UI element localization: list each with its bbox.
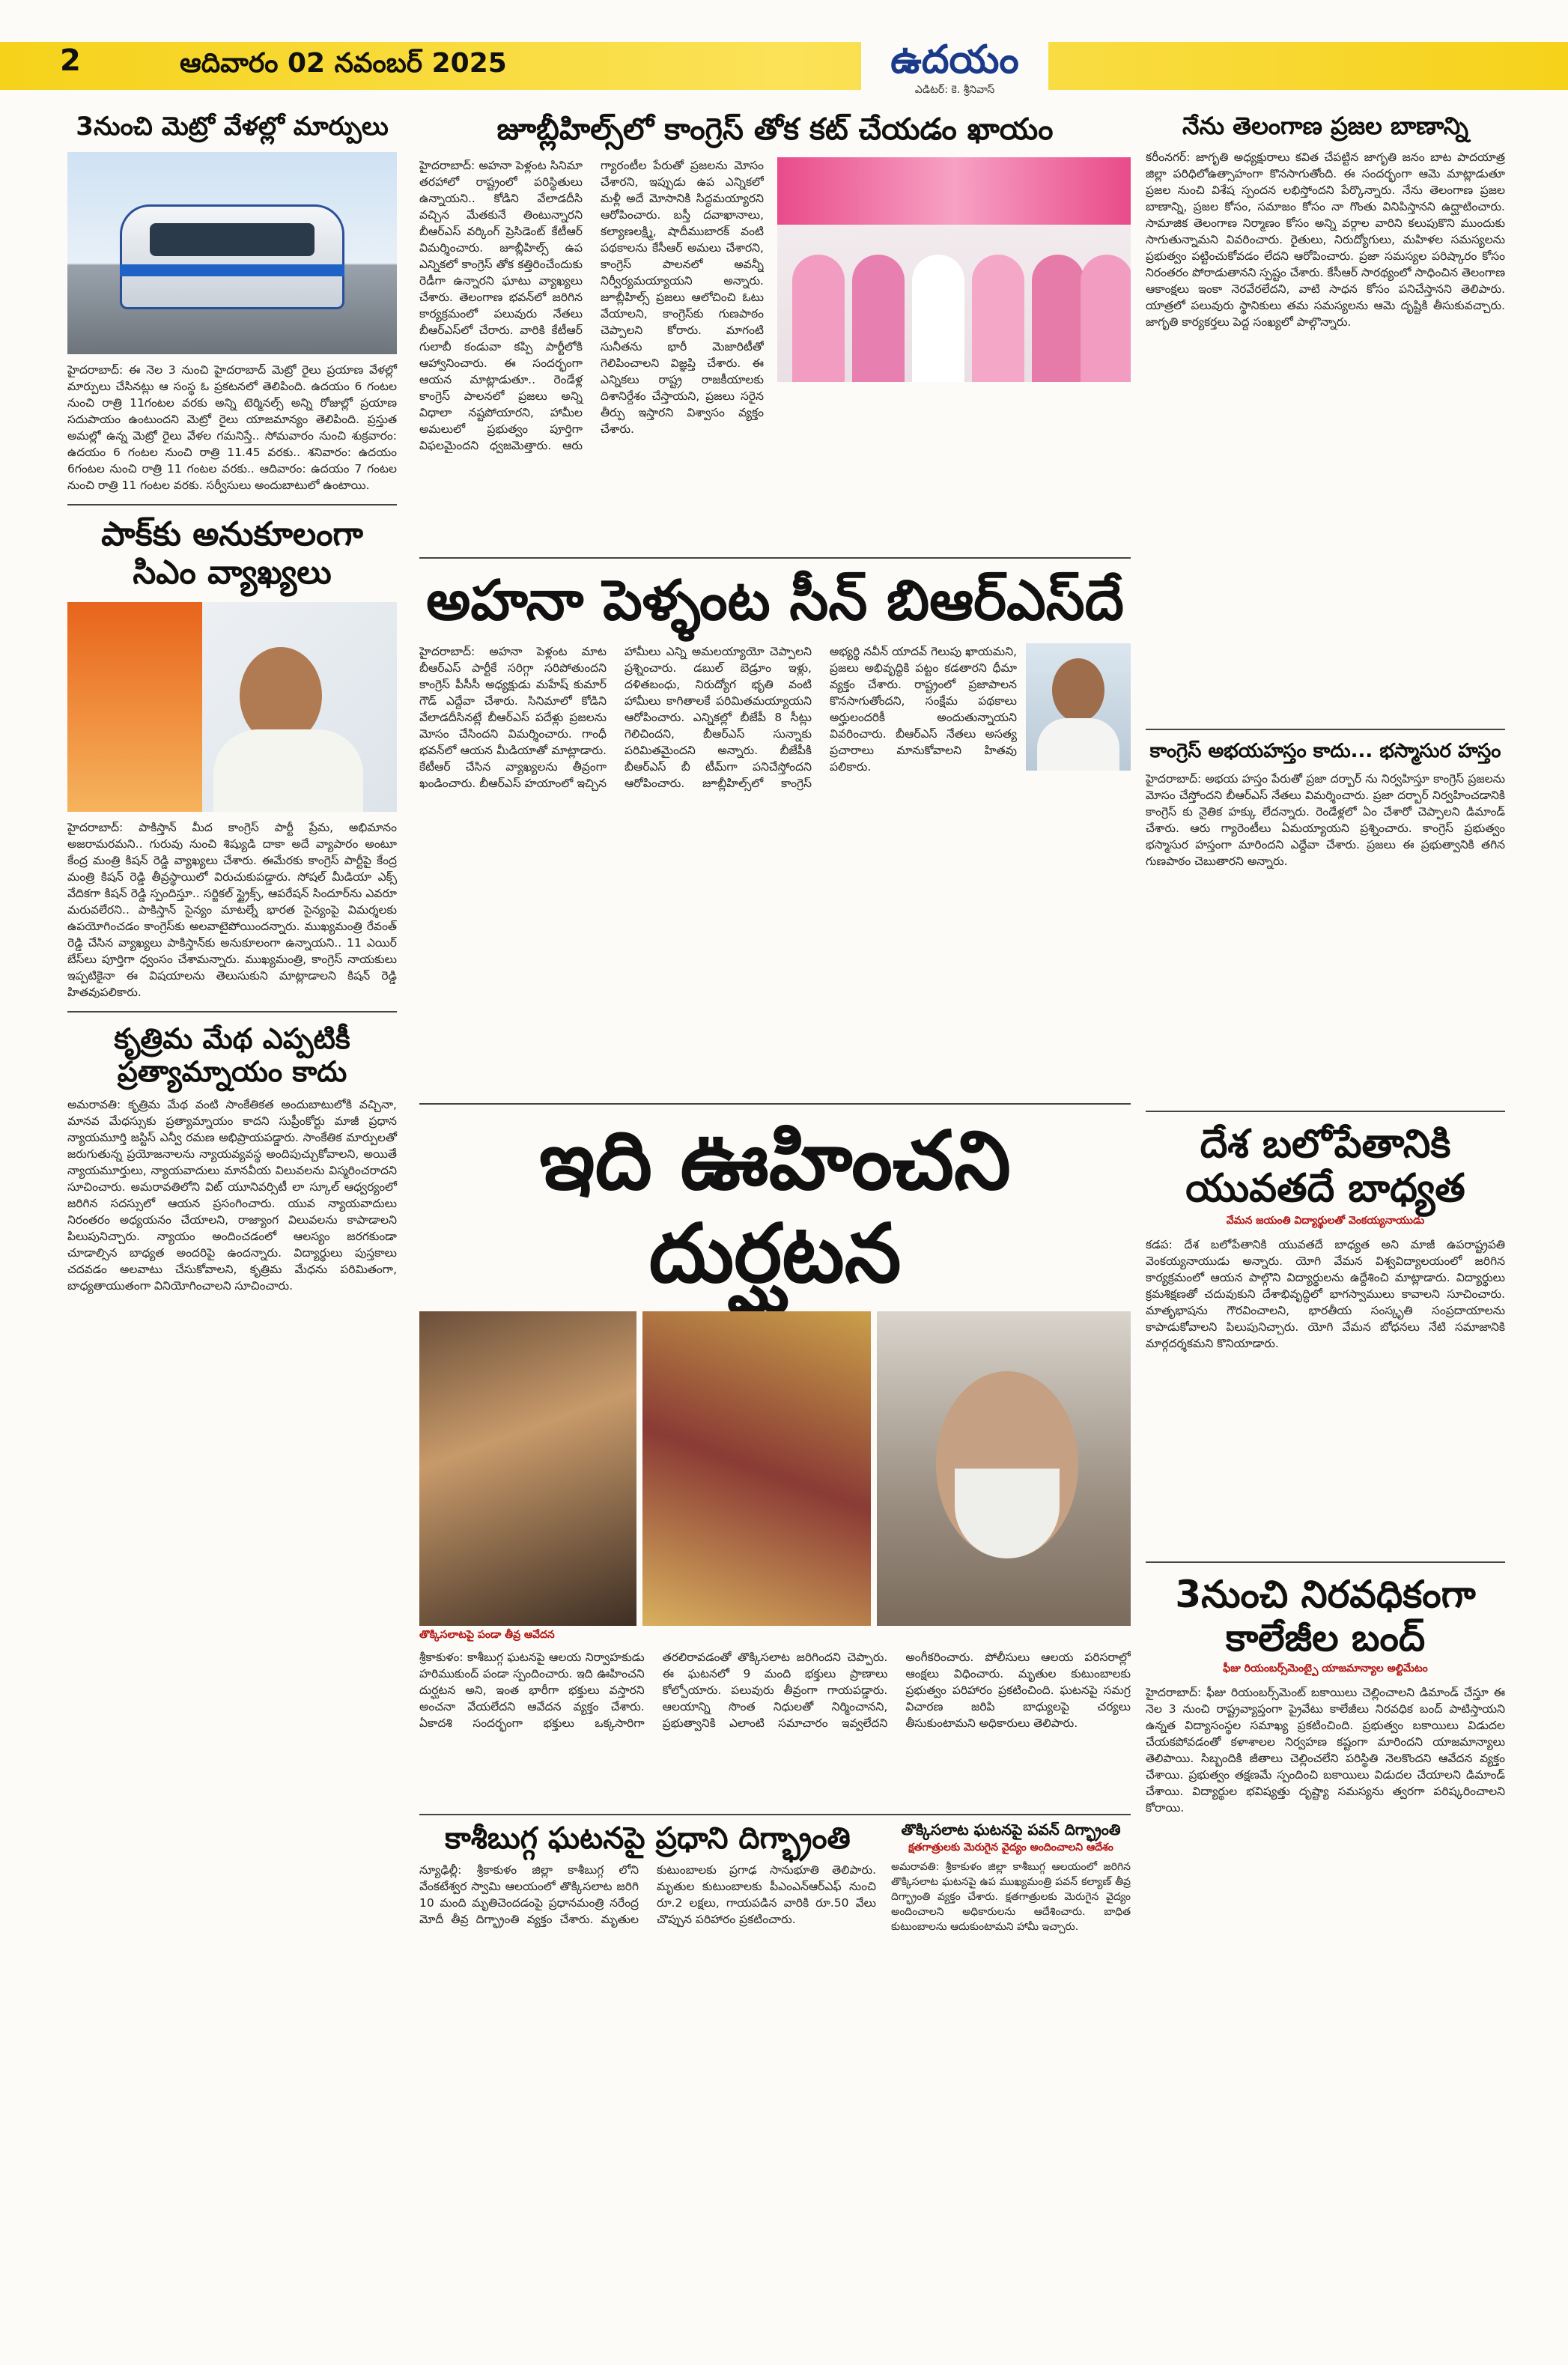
article-body: హైదరాబాద్: ఈ నెల 3 నుంచి హైదరాబాద్ మెట్రో రైలు ప్రయాణ వేళల్లో మార్పులు చేసినట్లు ఆ సంస్థ ఓ ప్రకటనలో తెలిపింది. ఉదయం 6 గంటల నుంచి రాత్రి 11గంటల వరకు అన్ని టెర్మినల్స్ అన్ని రోజుల్లో ప్రయాణ సదుపాయం ఉంటుందని మెట్రో రైలు యాజమాన్యం తెలిపింది. ప్రస్తుత అమల్లో ఉన్న మెట్రో రైలు వేళల గమనిస్తే.. సోమవారం నుంచి శుక్రవారం: ఉదయం 6 గంటల నుంచి రాత్రి 11.45 వరకు.. శనివారం: ఉదయం 6గంటల నుంచి రాత్రి 11 గంటల వరకు.. ఆదివారం: ఉదయం 7 గంటల నుంచి రాత్రి 11 గంటల వరకు. సర్వీసులు అందుబాటులో ఉంటాయి.	[67, 363, 397, 493]
stampede-photos	[419, 1311, 1131, 1626]
story-pawan-shock	[891, 1821, 1131, 1997]
left-column	[67, 112, 397, 1302]
page-number: 2	[60, 43, 81, 78]
kicker: వేమన జయంతి విద్యార్థులతో వెంకయ్యనాయుడు	[1226, 1215, 1425, 1227]
article-body: అమరావతి: శ్రీకాకుళం జిల్లా కాశీబుగ్గ ఆలయంలో జరిగిన తొక్కిసలాట ఘటనపై ఉప ముఖ్యమంత్రి పవన్ కల్యాణ్ తీవ్ర దిగ్భ్రాంతి వ్యక్తం చేశారు. క్షతగాత్రులకు మెరుగైన వైద్యం అందించాలని అధికారులను ఆదేశించారు. బాధిత కుటుంబాలను ఆదుకుంటామని హామీ ఇచ్చారు.	[891, 1861, 1131, 1933]
headline: తొక్కిసలాట ఘటనపై పవన్ దిగ్భ్రాంతి	[901, 1821, 1121, 1839]
article-body: శ్రీకాకుళం: కాశీబుగ్గ ఘటనపై ఆలయ నిర్వాహకుడు హరిముకుంద్ పండా స్పందించారు. ఇది ఊహించని దుర్ఘటన అని, ఇంత భారీగా భక్తులు వస్తారని అంచనా వేయలేదని ఆవేదన వ్యక్తం చేశారు. ఏకాదశి సందర్భంగా భక్తులు ఒక్కసారిగా తరలిరావడంతో తొక్కిసలాట జరిగిందని చెప్పారు. ఈ ఘటనలో 9 మంది భక్తులు ప్రాణాలు కోల్పోయారు. పలువురు తీవ్రంగా గాయపడ్డారు. ఆలయాన్ని సొంత నిధులతో నిర్మించానని, ప్రభుత్వానికి ఎలాంటి సమాచారం ఇవ్వలేదని అంగీకరించారు. పోలీసులు ఆలయ పరిసరాల్లో ఆంక్షలు విధించారు. మృతుల కుటుంబాలకు ప్రభుత్వం పరిహారం ప్రకటించింది. ఘటనపై సమగ్ర విచారణ జరిపి బాధ్యులపై చర్యలు తీసుకుంటామని అధికారులు తెలిపారు.	[419, 1651, 1131, 1731]
article-body: హైదరాబాద్: ఫీజు రియంబర్స్‌మెంట్ బకాయిలు చెల్లించాలని డిమాండ్ చేస్తూ ఈ నెల 3 నుంచి రాష్ట్రవ్యాప్తంగా ప్రైవేటు కాలేజీలు నిరవధిక బంద్ పాటిస్తాయని ఉన్నత విద్యాసంస్థల సమాఖ్య ప్రకటించింది. ప్రభుత్వం బకాయిలు విడుదల చేయకపోవడంతో కళాశాలల నిర్వహణ కష్టంగా మారిందని యాజమాన్యాలు తెలిపాయి. సిబ్బందికి జీతాలు చెల్లించలేని పరిస్థితి నెలకొందని ఆవేదన వ్యక్తం చేశాయి. ప్రభుత్వం తక్షణమే స్పందించి బకాయిలు విడుదల చేయాలని డిమాండ్ చేశాయి. విద్యార్థుల భవిష్యత్తు దృష్ట్యా సమస్యను త్వరగా పరిష్కరించాలని కోరాయి.	[1146, 1686, 1505, 1815]
story-youth-responsibility	[1146, 1123, 1505, 1552]
story-pm-shock	[419, 1821, 876, 1997]
article-body: హైదరాబాద్: అహనా పెళ్లంట మాట బీఆర్ఎస్ పార్టీకే సరిగ్గా సరిపోతుందని కాంగ్రెస్ పీసీసీ అధ్యక్షుడు మహేష్ కుమార్ గౌడ్ ఎద్దేవా చేశారు. సినిమాలో కోడిని వేలాడదీసినట్లే బీఆర్ఎస్ పదేళ్లు ప్రజలను మోసం చేసిందని విమర్శించారు. గాంధీ భవన్‌లో ఆయన మీడియాతో మాట్లాడారు. కేటీఆర్ చేసిన వ్యాఖ్యలను తీవ్రంగా ఖండించారు. బీఆర్ఎస్ హయాంలో ఇచ్చిన హామీలు ఎన్ని అమలయ్యాయో చెప్పాలని ప్రశ్నించారు. డబుల్ బెడ్రూం ఇళ్లు, దళితబంధు, నిరుద్యోగ భృతి వంటి హామీలు కాగితాలకే పరిమితమయ్యాయని ఆరోపించారు. ఎన్నికల్లో బీజేపీ 8 సీట్లు గెలిచిందని, బీఆర్ఎస్ సున్నాకు పరిమితమైందని అన్నారు. బీజేపీకి బీఆర్ఎస్ బీ టీమ్‌గా పనిచేస్తోందని ఆరోపించారు. జూబ్లీహిల్స్‌లో కాంగ్రెస్ అభ్యర్థి నవీన్ యాదవ్ గెలుపు ఖాయమని, ప్రజలు అభివృద్ధికి పట్టం కడతారని ధీమా వ్యక్తం చేశారు. రాష్ట్రంలో ప్రజాపాలన కొనసాగుతోందని, సంక్షేమ పథకాలు అర్హులందరికీ అందుతున్నాయని వివరించారు. బీఆర్ఎస్ నేతలు అసత్య ప్రచారాలు మానుకోవాలని హితవు పలికారు.	[419, 645, 1017, 791]
photo-caption: తొక్కిసలాటపై పండా తీవ్ర ఆవేదన	[419, 1629, 555, 1642]
headline: జూబ్లీహిల్స్‌లో కాంగ్రెస్ తోక కట్ చేయడం ఖాయం	[496, 112, 1054, 147]
headline: 3నుంచి నిరవధికంగా కాలేజీల బంద్	[1175, 1573, 1476, 1660]
headline: కృత్రిమ మేథ ఎప్పటికీ ప్రత్యామ్నాయం కాదు	[114, 1022, 350, 1088]
headline: ఇది ఊహించని దుర్ఘటన	[539, 1114, 1011, 1302]
speaker-photo	[67, 602, 397, 812]
masthead-title: ఉదయం	[890, 37, 1019, 82]
story-ahana-pellanta	[419, 569, 1131, 1093]
story-metro-timings	[67, 112, 397, 494]
article-body: హైదరాబాద్: అహనా పెళ్లంట సినిమా తరహాలో రాష్ట్రంలో పరిస్థితులు ఉన్నాయని.. కోడిని వేలాడదీసి వచ్చిన మేతకునే తింటున్నారని బీఆర్ఎస్ వర్కింగ్ ప్రెసిడెంట్ కేటీఆర్ విమర్శించారు. జూబ్లీహిల్స్ ఉప ఎన్నికలో కాంగ్రెస్ తోక కత్తిరించేందుకు రెడీగా ఉన్నారని ఘాటు వ్యాఖ్యలు చేశారు. తెలంగాణ భవన్‌లో జరిగిన కార్యక్రమంలో పలువురు నేతలు బీఆర్ఎస్‌లో చేరారు. వారికి కేటీఆర్ గులాబీ కండువా కప్పి పార్టీలోకి ఆహ్వానించారు. ఈ సందర్భంగా ఆయన మాట్లాడుతూ.. రెండేళ్ల కాంగ్రెస్ పాలనలో ప్రజలు అన్ని విధాలా నష్టపోయారని, హామీల అమలులో ప్రభుత్వం పూర్తిగా విఫలమైందని ధ్వజమెత్తారు. ఆరు గ్యారంటీల పేరుతో ప్రజలను మోసం చేశారని, ఇప్పుడు ఉప ఎన్నికలో మళ్లీ అదే మోసానికి సిద్ధమయ్యారని ఆరోపించారు. బస్తీ దవాఖానాలు, కల్యాణలక్ష్మి, షాదీముబారక్ వంటి పథకాలను కేసీఆర్ అమలు చేశారని, కాంగ్రెస్ పాలనలో అవన్నీ నిర్వీర్యమయ్యాయని అన్నారు. జూబ్లీహిల్స్ ప్రజలు ఆలోచించి ఓటు వేయాలని, కాంగ్రెస్‌కు గుణపాఠం చెప్పాలని కోరారు. మాగంటి సునీతను భారీ మెజారిటీతో గెలిపించాలని విజ్ఞప్తి చేశారు. ఈ ఎన్నికలు రాష్ట్ర రాజకీయాలకు దిశానిర్దేశం చేస్తాయని, ప్రజలు సరైన తీర్పు ఇస్తారని విశ్వాసం వ్యక్తం చేశారు.	[419, 159, 764, 452]
masthead	[861, 36, 1048, 99]
kicker: ఫీజు రియంబర్స్‌మెంట్పై యాజమాన్యాల అల్టిమేటం	[1223, 1663, 1428, 1675]
headline: 3నుంచి మెట్రో వేళల్లో మార్పులు	[76, 112, 389, 142]
story-kavitha-arrow	[1146, 112, 1505, 718]
headline: అహనా పెళ్ళంట సీన్ బిఆర్ఎస్‌దే	[426, 568, 1124, 633]
story-unexpected-tragedy	[419, 1115, 1131, 1806]
headline: నేను తెలంగాణ ప్రజల బాణాన్ని	[1182, 112, 1468, 140]
story-pakistan-remarks	[67, 516, 397, 1001]
article-body: కడప: దేశ బలోపేతానికి యువతదే బాధ్యత అని మాజీ ఉపరాష్ట్రపతి వెంకయ్యనాయుడు అన్నారు. యోగి వేమన విశ్వవిద్యాలయంలో జరిగిన కార్యక్రమంలో ఆయన పాల్గొని విద్యార్థులను ఉద్దేశించి మాట్లాడారు. విద్యార్థులు క్రమశిక్షణతో చదువుకుని దేశాభివృద్ధిలో భాగస్వాములు కావాలని సూచించారు. మాతృభాషను గౌరవించాలని, భారతీయ సంస్కృతి సంప్రదాయాలను కాపాడుకోవాలని పిలుపునిచ్చారు. యోగి వేమన బోధనలు నేటి సమాజానికి మార్గదర్శకమని కొనియాడారు.	[1146, 1238, 1505, 1351]
headline: కాశీబుగ్గ ఘటనపై ప్రధాని దిగ్భ్రాంతి	[445, 1821, 851, 1857]
right-column	[1146, 112, 1505, 2066]
headline: పాక్‌కు అనుకూలంగా సిఎం వ్యాఖ్యలు	[101, 515, 363, 592]
subhead: క్షతగాత్రులకు మెరుగైన వైద్యం అందించాలని ఆదేశం	[908, 1842, 1113, 1854]
masthead-tagline: ఎడిటర్: కె. శ్రీనివాస్	[914, 84, 995, 96]
headline: దేశ బలోపేతానికి యువతదే బాధ్యత	[1185, 1121, 1465, 1212]
story-abhaya-hastam	[1146, 741, 1505, 1100]
article-body: హైదరాబాద్: పాకిస్తాన్ మీద కాంగ్రెస్ పార్టీ ప్రేమ, అభిమానం అజరామరమని.. గురువు నుంచి శిష్యుడి దాకా అదే వ్యాపారం అంటూ కేంద్ర మంత్రి కిషన్ రెడ్డి వ్యాఖ్యలు చేశారు. ఈమేరకు కాంగ్రెస్ పార్టీపై కేంద్ర మంత్రి కిషన్ రెడ్డి తీవ్రస్థాయిలో విరుచుకుపడ్డారు. సోషల్ మీడియా ఎక్స్ వేదికగా కిషన్ రెడ్డి స్పందిస్తూ.. సర్జికల్ స్ట్రైక్స్, ఆపరేషన్ సిందూర్‌ను ఎవరూ మరువలేరని.. పాకిస్తాన్ సైన్యం మాటల్నే భారత సైన్యంపై విమర్శలకు ఉపయోగించడం కాంగ్రెస్‌కు అలవాటైపోయిందన్నారు. ముఖ్యమంత్రి రేవంత్ రెడ్డి చేసిన వ్యాఖ్యలు పాకిస్తాన్‌కు అనుకూలంగా ఉన్నాయని.. 11 ఎయిర్ బేస్‌లు పూర్తిగా ధ్వంసం చేశామన్నారు. ముఖ్యమంత్రి, కాంగ్రెస్ నాయకులు ఇప్పటికైనా ఈ విషయాలను తెలుసుకుని మాట్లాడాలని కిషన్ రెడ్డి హితవుపలికారు.	[67, 821, 397, 1000]
story-college-bandh	[1146, 1573, 1505, 2059]
headline: కాంగ్రెస్ అభయహస్తం కాదు... భస్మాసుర హస్తం	[1149, 739, 1501, 762]
metro-train-photo	[67, 152, 397, 354]
party-joining-photo	[777, 157, 1131, 382]
article-body: న్యూఢిల్లీ: శ్రీకాకుళం జిల్లా కాశీబుగ్గ లోని వేంకటేశ్వర స్వామి ఆలయంలో తొక్కిసలాట జరిగి 10 మంది మృతిచెందడంపై ప్రధానమంత్రి నరేంద్ర మోదీ తీవ్ర దిగ్భ్రాంతి వ్యక్తం చేశారు. మృతుల కుటుంబాలకు ప్రగాఢ సానుభూతి తెలిపారు. మృతుల కుటుంబాలకు పీఎంఎన్ఆర్ఎఫ్ నుంచి రూ.2 లక్షలు, గాయపడిన వారికి రూ.50 వేలు చొప్పున పరిహారం ప్రకటించారు.	[419, 1863, 876, 1927]
article-body: అమరావతి: కృత్రిమ మేథ వంటి సాంకేతికత అందుబాటులోకి వచ్చినా, మానవ మేధస్సుకు ప్రత్యామ్నాయం కాదని సుప్రీంకోర్టు మాజీ ప్రధాన న్యాయమూర్తి జస్టిస్ ఎన్వీ రమణ అభిప్రాయపడ్డారు. సాంకేతిక మార్పులతో జరుగుతున్న ప్రయోజనాలను న్యాయవ్యవస్థ అందిపుచ్చుకోవాలని, అయితే న్యాయమూర్తులు, న్యాయవాదులు మానవీయ విలువలను విస్మరించరాదని సూచించారు. అమరావతిలోని విట్ యూనివర్సిటీ లా స్కూల్ ఆధ్వర్యంలో జరిగిన సదస్సులో ఆయన ప్రసంగించారు. యువ న్యాయవాదులు నిరంతరం అధ్యయనం చేయాలని, రాజ్యాంగ విలువలను కాపాడాలని పిలుపునిచ్చారు. న్యాయం అందించడంలో ఆలస్యం జరగకుండా చూడాల్సిన బాధ్యత అందరిపై ఉందన్నారు. విద్యార్థులు పుస్తకాలు చదవడం అలవాటు చేసుకోవాలని, కృత్రిమ మేధను పరిమితంగా, బాధ్యతాయుతంగా వినియోగించాలని సూచించారు.	[67, 1097, 397, 1293]
issue-date: ఆదివారం 02 నవంబర్ 2025	[180, 48, 507, 79]
story-ai-not-substitute	[67, 1023, 397, 1293]
story-jubilee-hills	[419, 112, 1131, 547]
middle-column	[419, 112, 1131, 1997]
pcc-chief-photo	[1026, 643, 1131, 771]
article-body: హైదరాబాద్: అభయ హస్తం పేరుతో ప్రజా దర్బార్ ను నిర్వహిస్తూ కాంగ్రెస్ ప్రజలను మోసం చేస్తోందని బీఆర్ఎస్ నేతలు విమర్శించారు. ప్రజా దర్బార్ నిర్వహించడానికి కాంగ్రెస్ కు నైతిక హక్కు లేదన్నారు. రెండేళ్లలో ఏం చేశారో చెప్పాలని డిమాండ్ చేశారు. ఆరు గ్యారెంటీలు ఏమయ్యాయని ప్రశ్నించారు. కాంగ్రెస్ ప్రభుత్వం భస్మాసుర హస్తంగా మారిందని ఎద్దేవా చేశారు. ప్రజలు ఈ ప్రభుత్వానికి తగిన గుణపాఠం చెబుతారని అన్నారు.	[1146, 771, 1505, 868]
article-body: కరీంనగర్: జాగృతి అధ్యక్షురాలు కవిత చేపట్టిన జాగృతి జనం బాట పాదయాత్ర జిల్లా పరిధిలోఉత్సాహంగా కొనసాగుతోంది. ఈ సందర్భంగా ఆమె మాట్లాడుతూ ప్రజల నుంచి విశేష స్పందన లభిస్తోందని పేర్కొన్నారు. నేను తెలంగాణ ప్రజల బాణాన్ని, ప్రజల కోసం, సమాజం కోసం నా గొంతు వినిపిస్తానని ఉద్ఘాటించారు. సామాజిక తెలంగాణ నిర్మాణం కోసం అన్ని వర్గాల వారిని కలుపుకొని ముందుకు సాగుతున్నామని వివరించారు. రైతులు, నిరుద్యోగులు, మహిళల సమస్యలను ప్రభుత్వం పట్టించుకోవడం లేదని ఆరోపించారు. ప్రజా సమస్యల పరిష్కారం కోసం నిరంతరం పోరాడుతానని స్పష్టం చేశారు. కేసీఆర్ సారథ్యంలో సాధించిన తెలంగాణ ఆకాంక్షలు ఇంకా నెరవేరలేదని, వాటి సాధన కోసం పనిచేస్తానని తెలిపారు. యాత్రలో పలువురు స్థానికులు తమ సమస్యలను ఆమె దృష్టికి తీసుకువచ్చారు. జాగృతి కార్యకర్తలు పెద్ద సంఖ్యలో పాల్గొన్నారు.	[1146, 150, 1505, 329]
